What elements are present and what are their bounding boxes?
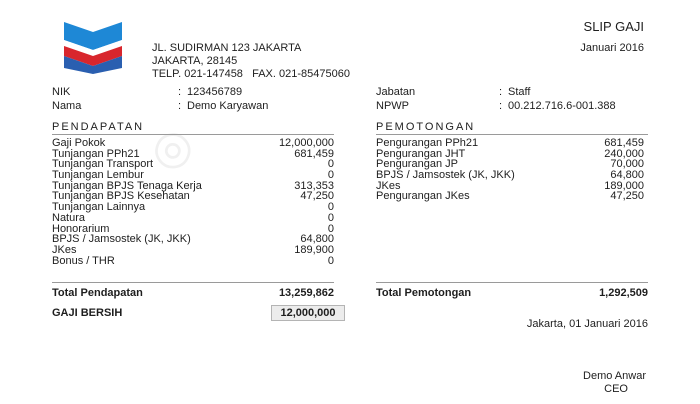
npwp-value: 00.212.716.6-001.388 — [508, 100, 616, 112]
deduction-item-value: 189,000 — [604, 179, 644, 192]
page-title: SLIP GAJI — [583, 19, 644, 34]
deduction-item-label: Pengurangan JKes — [376, 190, 470, 203]
deductions-section-title: PEMOTONGAN — [376, 121, 476, 133]
income-item-label: BPJS / Jamsostek (JK, JKK) — [52, 233, 191, 246]
income-total-divider — [52, 282, 334, 283]
deduction-item-label: Pengurangan PPh21 — [376, 137, 479, 149]
income-item-label: Tunjangan BPJS Kesehatan — [52, 190, 190, 203]
income-item-value: 189,900 — [294, 243, 334, 256]
deduction-item-value: 681,459 — [604, 137, 644, 149]
income-item-row — [52, 213, 334, 224]
npwp-separator: : — [499, 100, 503, 112]
period: Januari 2016 — [580, 42, 644, 54]
income-section-title: PENDAPATAN — [52, 121, 145, 133]
signatory-role: CEO — [604, 383, 628, 395]
income-item-label: Honorarium — [52, 222, 110, 235]
watermark-icon: ◎ — [138, 113, 204, 181]
net-salary-label: GAJI BERSIH — [52, 307, 123, 319]
deduction-item-label: JKes — [376, 179, 401, 192]
name-separator: : — [178, 100, 182, 112]
name-value: Demo Karyawan — [187, 100, 269, 112]
income-title-divider — [52, 134, 334, 135]
income-item-label: Natura — [52, 211, 86, 224]
income-item-label: Tunjangan BPJS Tenaga Kerja — [52, 179, 202, 192]
deductions-list — [376, 138, 644, 202]
deduction-item-label: BPJS / Jamsostek (JK, JKK) — [376, 169, 515, 182]
income-item-value: 64,800 — [300, 233, 334, 246]
company-logo — [62, 16, 124, 74]
income-item-row — [52, 234, 334, 245]
income-item-value: 0 — [327, 158, 334, 171]
deduction-item-label: Pengurangan JHT — [376, 147, 466, 160]
income-item-value: 0 — [327, 222, 334, 235]
deduction-item-label: Pengurangan JP — [376, 158, 458, 171]
npwp-label: NPWP — [376, 100, 409, 112]
income-item-label: Tunjangan PPh21 — [52, 147, 140, 160]
deductions-title-divider — [376, 134, 648, 135]
income-total-value: 13,259,862 — [278, 287, 334, 299]
net-salary-value: 12,000,000 — [271, 305, 345, 321]
deduction-item-value: 47,250 — [610, 190, 644, 203]
nik-label: NIK — [52, 86, 71, 98]
address-line-1: JL. SUDIRMAN 123 JAKARTA — [152, 42, 302, 54]
income-item-row — [52, 202, 334, 213]
income-item-value: 681,459 — [294, 147, 334, 160]
income-item-row — [52, 256, 334, 267]
income-item-label: Bonus / THR — [52, 254, 115, 267]
name-label: Nama — [52, 100, 82, 112]
deductions-total-value: 1,292,509 — [599, 287, 648, 299]
income-item-label: Tunjangan Transport — [52, 158, 154, 171]
income-item-value: 0 — [327, 169, 334, 182]
income-list — [52, 138, 334, 266]
address-line-2: JAKARTA, 28145 — [152, 55, 238, 67]
income-item-value: 12,000,000 — [278, 137, 334, 149]
income-item-value: 313,353 — [294, 179, 334, 192]
income-item-label: Tunjangan Lembur — [52, 169, 144, 182]
place-date: Jakarta, 01 Januari 2016 — [526, 318, 648, 330]
income-item-value: 0 — [327, 201, 334, 214]
nik-value: 123456789 — [187, 86, 243, 98]
income-item-value: 0 — [327, 211, 334, 224]
position-separator: : — [499, 86, 503, 98]
income-total-label: Total Pendapatan — [52, 287, 143, 299]
deduction-item-value: 240,000 — [604, 147, 644, 160]
deductions-total-divider — [376, 282, 648, 283]
deduction-item-value: 64,800 — [610, 169, 644, 182]
income-item-row — [52, 245, 334, 256]
signatory-name: Demo Anwar — [583, 370, 646, 382]
phone-fax: TELP. 021-147458 FAX. 021-85475060 — [152, 68, 350, 80]
deduction-item-row — [376, 191, 644, 202]
deductions-total-label: Total Pemotongan — [376, 287, 472, 299]
income-item-value: 0 — [327, 254, 334, 267]
position-value: Staff — [508, 86, 531, 98]
position-label: Jabatan — [376, 86, 416, 98]
income-item-label: JKes — [52, 243, 77, 256]
income-item-value: 47,250 — [300, 190, 334, 203]
income-item-label: Gaji Pokok — [52, 137, 106, 149]
income-item-label: Tunjangan Lainnya — [52, 201, 146, 214]
deduction-item-value: 70,000 — [610, 158, 644, 171]
nik-separator: : — [178, 86, 182, 98]
